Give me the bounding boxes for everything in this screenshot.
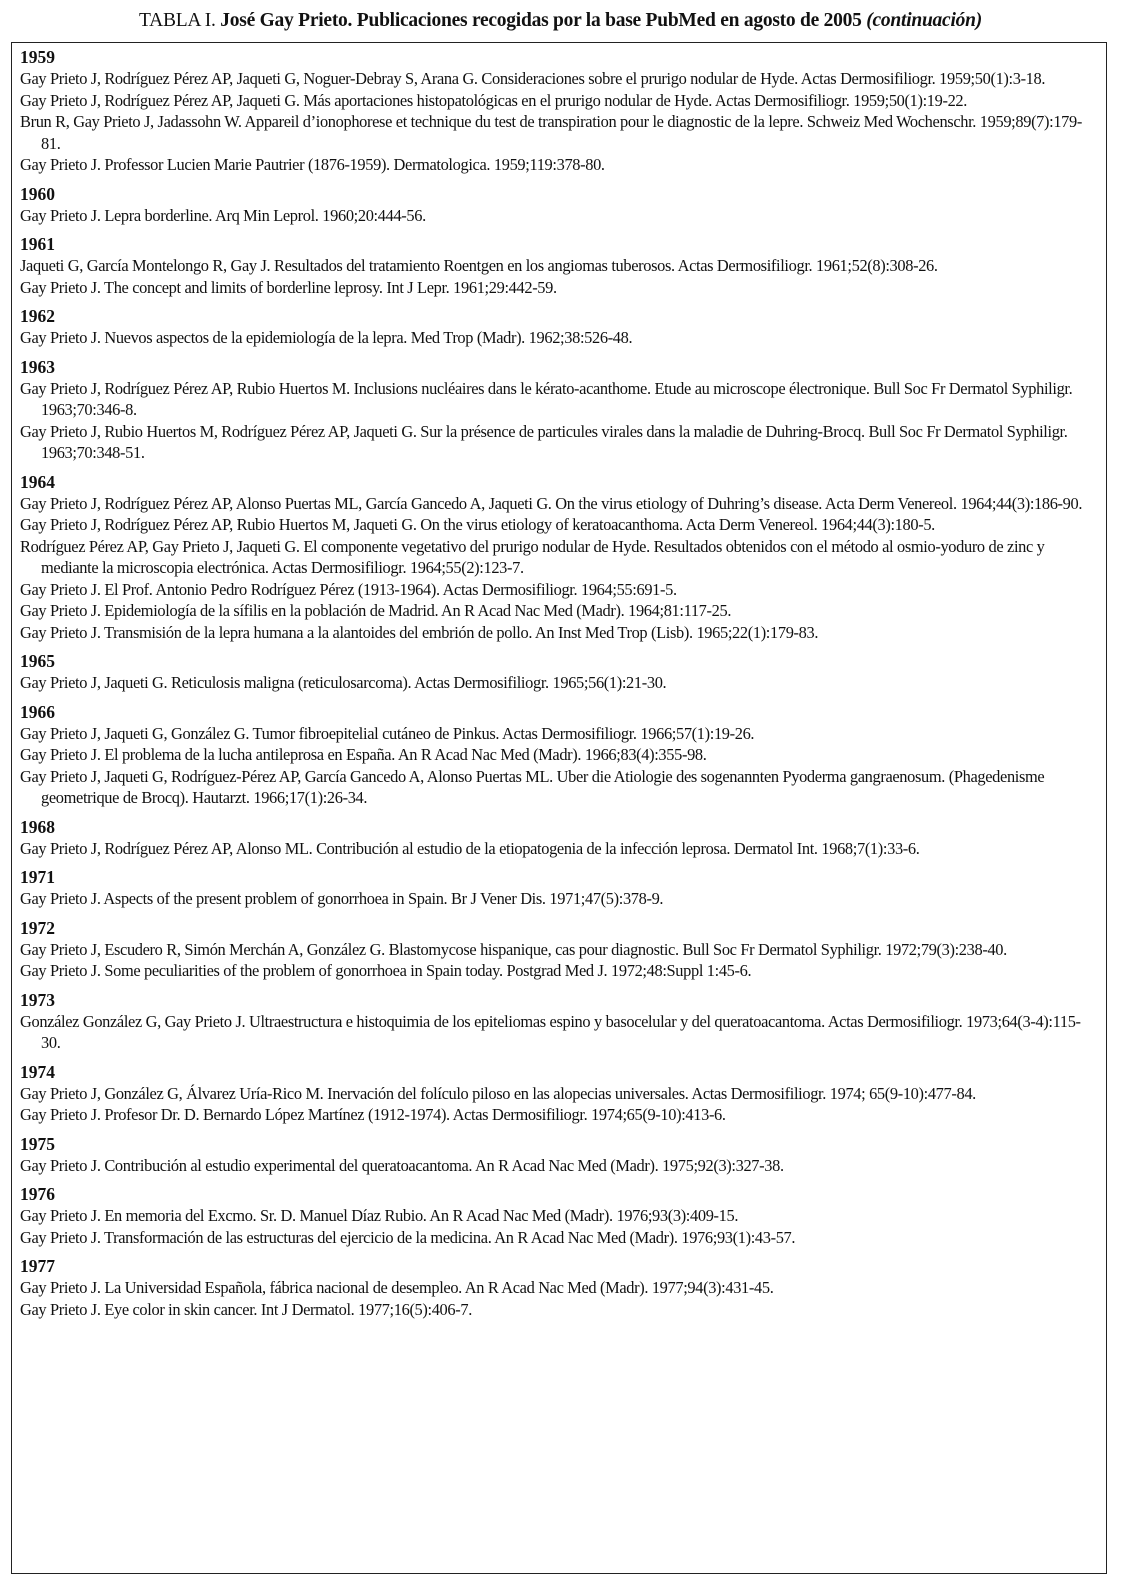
year-section <box>20 867 1098 910</box>
publication-entry: Gay Prieto J. Aspects of the present problem of gonorrhoea in Spain. Br J Vener Dis. 1971;47(5):378-9. <box>20 889 664 908</box>
year-heading: 1977 <box>20 1256 55 1276</box>
year-section <box>20 1062 1098 1126</box>
publication-entry: Gay Prieto J, Jaqueti G, González G. Tumor fibroepitelial cutáneo de Pinkus. Actas Dermosifiliogr. 1966;57(1):19-26. <box>20 723 755 743</box>
publication-entry: Gay Prieto J. La Universidad Española, fábrica nacional de desempleo. An R Acad Nac Med (Madr). 1977;94(3):431-45. <box>20 1278 774 1297</box>
caption-prefix: TABLA I. <box>139 10 216 31</box>
publication-entry: Gay Prieto J, Jaqueti G. Reticulosis maligna (reticulosarcoma). Actas Dermosifiliogr. 1965;56(1):21-30. <box>20 673 667 692</box>
publication-entry: Gay Prieto J, Rodríguez Pérez AP, Jaqueti G, Noguer-Debray S, Arana G. Consideraciones sobre el prurigo nodular de Hyde. Actas Dermosifiliogr. 1959;50(1):3-18. <box>20 69 1046 88</box>
year-section <box>20 47 1098 176</box>
year-section <box>20 651 1098 694</box>
publication-table <box>11 42 1107 1574</box>
year-section <box>20 357 1098 464</box>
publication-entry: Gay Prieto J. Some peculiarities of the problem of gonorrhoea in Spain today. Postgrad Med J. 1972;48:Suppl 1:45-6. <box>20 961 752 980</box>
year-section <box>20 306 1098 349</box>
publication-entry: Gay Prieto J. El Prof. Antonio Pedro Rodríguez Pérez (1913-1964). Actas Dermosifiliogr. 1964;55:691-5. <box>20 579 677 599</box>
publication-entry: Gay Prieto J. Professor Lucien Marie Pautrier (1876-1959). Dermatologica. 1959;119:378-80. <box>20 155 605 174</box>
year-heading: 1964 <box>20 471 55 492</box>
publication-entry: Gay Prieto J, Rodríguez Pérez AP, Alonso ML. Contribución al estudio de la etiopatogenia de la infección leprosa. Dermatol Int. 1968;7(1):33-6. <box>20 838 920 858</box>
year-section <box>20 990 1098 1054</box>
year-heading: 1973 <box>20 989 55 1010</box>
year-heading: 1962 <box>20 306 55 326</box>
publication-entry: Gay Prieto J. Transformación de las estructuras del ejercicio de la medicina. An R Acad Nac Med (Madr). 1976;93(1):43-57. <box>20 1227 796 1247</box>
year-heading: 1975 <box>20 1133 55 1154</box>
publication-entry: Gay Prieto J, Escudero R, Simón Merchán A, González G. Blastomycose hispanique, cas pour diagnostic. Bull Soc Fr Dermatol Syphiligr. 1972;79(3):238-40. <box>20 939 1007 959</box>
year-heading: 1961 <box>20 234 55 254</box>
year-section <box>20 1256 1098 1320</box>
table-caption <box>12 9 1109 33</box>
year-section <box>20 918 1098 982</box>
year-section <box>20 184 1098 227</box>
year-heading: 1960 <box>20 183 55 204</box>
year-heading: 1974 <box>20 1061 55 1082</box>
publication-entry: Gay Prieto J, Rodríguez Pérez AP, Rubio Huertos M, Jaqueti G. On the virus etiology of keratoacanthoma. Acta Derm Venereol. 1964;44(3):180-5. <box>20 515 935 534</box>
year-section <box>20 1184 1098 1248</box>
publication-entry: Gay Prieto J. Profesor Dr. D. Bernardo López Martínez (1912-1974). Actas Dermosifiliogr. 1974;65(9-10):413-6. <box>20 1105 726 1124</box>
year-heading: 1976 <box>20 1184 55 1204</box>
publication-entry: Gay Prieto J, Rubio Huertos M, Rodríguez Pérez AP, Jaqueti G. Sur la présence de particules virales dans la maladie de Duhring-Brocq. Bull Soc Fr Dermatol Syphiligr. 1963;70:348-51. <box>20 421 1068 462</box>
publication-entry: González González G, Gay Prieto J. Ultraestructura e histoquimia de los epiteliomas espino y basocelular y del queratoacantoma. Actas Dermosifiliogr. 1973;64(3-4):115-30. <box>20 1011 1081 1052</box>
publication-entry: Gay Prieto J. Epidemiología de la sífilis en la población de Madrid. An R Acad Nac Med (Madr). 1964;81:117-25. <box>20 601 732 620</box>
year-heading: 1959 <box>20 47 55 67</box>
year-section <box>20 472 1098 644</box>
year-heading: 1972 <box>20 917 55 938</box>
year-heading: 1963 <box>20 356 55 377</box>
caption-title: José Gay Prieto. Publicaciones recogidas por la base PubMed en agosto de 2005 <box>220 10 862 31</box>
year-section <box>20 702 1098 809</box>
publication-entry: Gay Prieto J. El problema de la lucha antileprosa en España. An R Acad Nac Med (Madr). 1966;83(4):355-98. <box>20 745 707 764</box>
publication-entry: Gay Prieto J. En memoria del Excmo. Sr. D. Manuel Díaz Rubio. An R Acad Nac Med (Madr). 1976;93(3):409-15. <box>20 1206 739 1225</box>
publication-entry: Jaqueti G, García Montelongo R, Gay J. Resultados del tratamiento Roentgen en los angiomas tuberosos. Actas Dermosifiliogr. 1961;52(8):308-26. <box>20 256 938 275</box>
publication-entry: Gay Prieto J, Rodríguez Pérez AP, Rubio Huertos M. Inclusions nucléaires dans le kérato-acanthome. Etude au microscope électronique. Bull Soc Fr Dermatol Syphiligr. 1963;70:346-8. <box>20 378 1073 419</box>
publication-entry: Gay Prieto J. The concept and limits of borderline leprosy. Int J Lepr. 1961;29:442-59. <box>20 277 557 297</box>
publication-entry: Gay Prieto J, Rodríguez Pérez AP, Jaqueti G. Más aportaciones histopatológicas en el prurigo nodular de Hyde. Actas Dermosifiliogr. 1959;50(1):19-22. <box>20 90 968 110</box>
publication-entry: Gay Prieto J. Transmisión de la lepra humana a la alantoides del embrión de pollo. An Inst Med Trop (Lisb). 1965;22(1):179-83. <box>20 622 819 642</box>
publication-entry: Brun R, Gay Prieto J, Jadassohn W. Appareil d’ionophorese et technique du test de transpiration pour le diagnostic de la lepre. Schweiz Med Wochenschr. 1959;89(7):179-81. <box>20 112 1082 153</box>
publication-entry: Gay Prieto J. Nuevos aspectos de la epidemiología de la lepra. Med Trop (Madr). 1962;38:526-48. <box>20 328 633 347</box>
publication-entry: Gay Prieto J, Rodríguez Pérez AP, Alonso Puertas ML, García Gancedo A, Jaqueti G. On the virus etiology of Duhring’s disease. Acta Derm Venereol. 1964;44(3):186-90. <box>20 493 1083 513</box>
caption-suffix: (continuación) <box>866 10 982 31</box>
year-heading: 1971 <box>20 867 55 887</box>
year-heading: 1965 <box>20 651 55 671</box>
year-section <box>20 817 1098 860</box>
publication-entry: Gay Prieto J, Jaqueti G, Rodríguez-Pérez AP, García Gancedo A, Alonso Puertas ML. Uber die Atiologie des sogenannten Pyoderma gangraenosum. (Phagedenisme geometrique de Brocq). Hautarzt. 1966;17(1):26-34. <box>20 766 1045 807</box>
year-section <box>20 1134 1098 1177</box>
publication-entry: Rodríguez Pérez AP, Gay Prieto J, Jaqueti G. El componente vegetativo del prurigo nodular de Hyde. Resultados obtenidos con el método al osmio-yoduro de zinc y mediante la microscopia electrónica. Actas Dermosifiliogr. 1964;55(2):123-7. <box>20 536 1045 577</box>
publication-entry: Gay Prieto J. Lepra borderline. Arq Min Leprol. 1960;20:444-56. <box>20 205 426 225</box>
publication-entry: Gay Prieto J, González G, Álvarez Uría-Rico M. Inervación del folículo piloso en las alopecias universales. Actas Dermosifiliogr. 1974; 65(9-10):477-84. <box>20 1083 976 1103</box>
year-heading: 1968 <box>20 816 55 837</box>
publication-entry: Gay Prieto J. Contribución al estudio experimental del queratoacantoma. An R Acad Nac Med (Madr). 1975;92(3):327-38. <box>20 1155 784 1175</box>
publication-entry: Gay Prieto J. Eye color in skin cancer. Int J Dermatol. 1977;16(5):406-7. <box>20 1299 472 1319</box>
year-heading: 1966 <box>20 701 55 722</box>
year-section <box>20 234 1098 298</box>
